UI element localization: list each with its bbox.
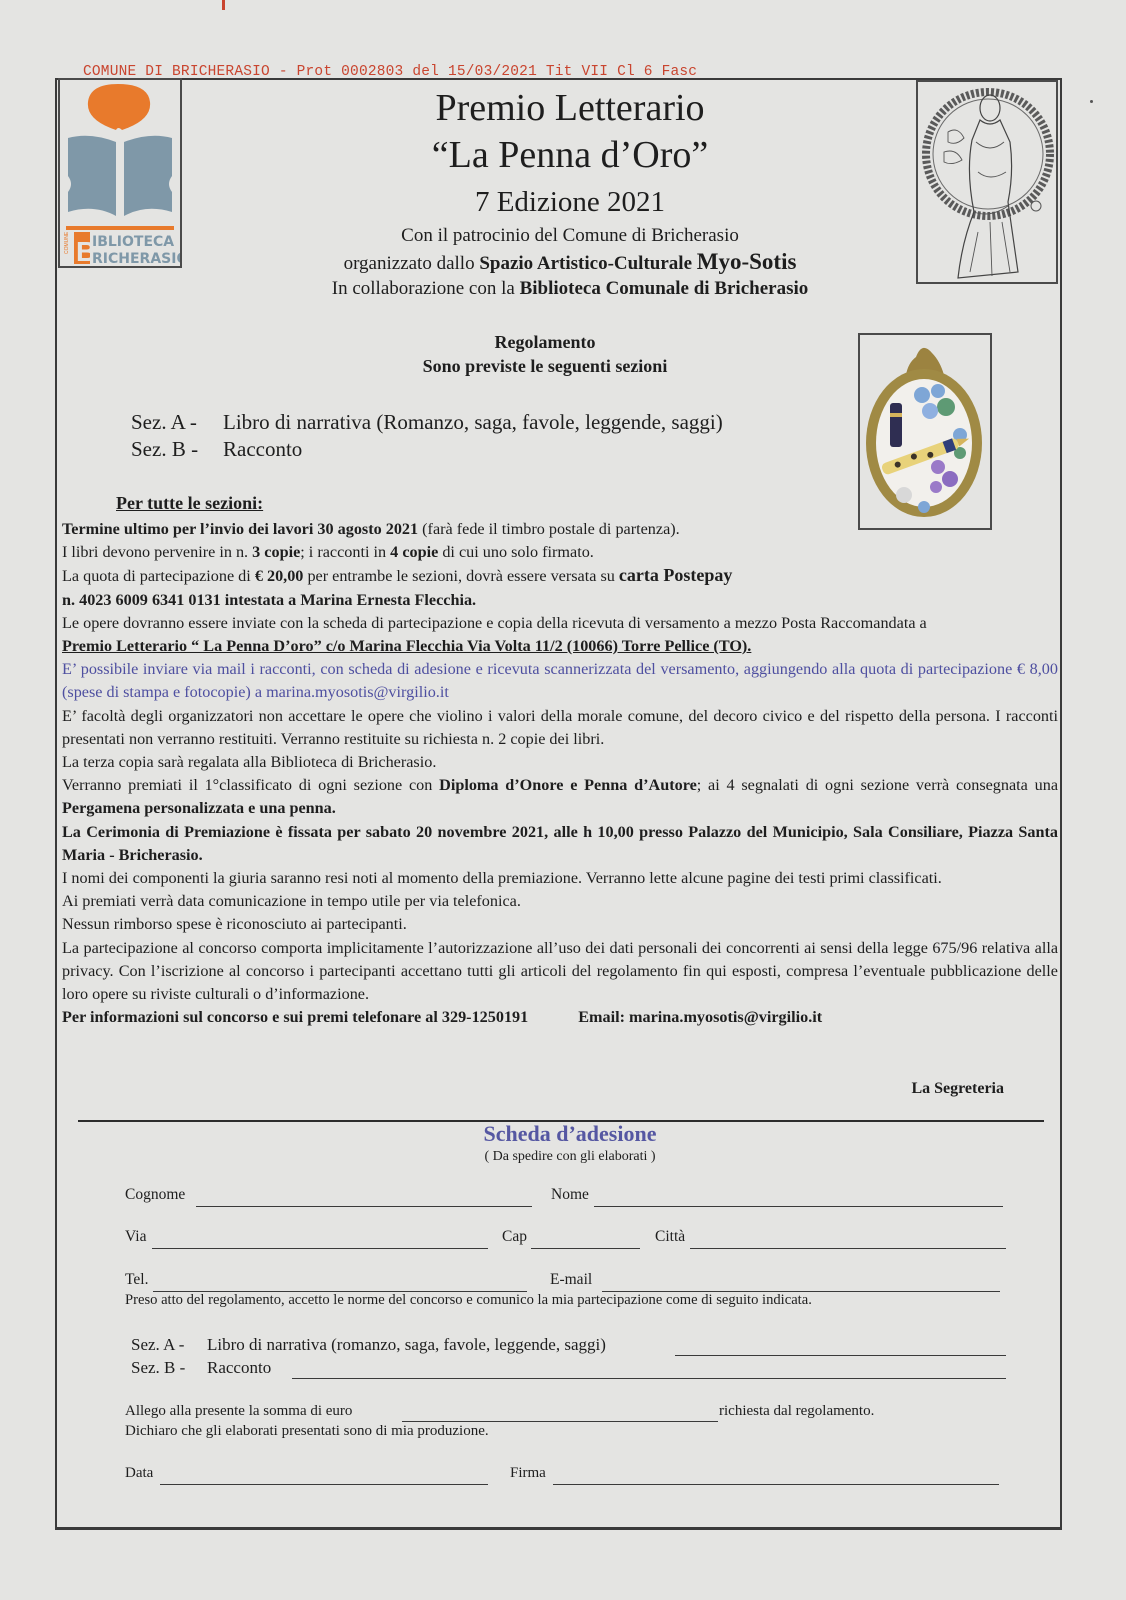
regolamento-title: Regolamento [494,332,596,352]
protocol-stamp: COMUNE DI BRICHERASIO - Prot 0002803 del 15/03/2021 Tit VII Cl 6 Fasc [83,64,698,80]
rule-copies: I libri devono pervenire in n. 3 copie; i racconti in 4 copie di cui uno solo firmato. [62,543,594,562]
section-a: Sez. A - Libro di narrativa (Romanzo, saga, favole, leggende, saggi) [131,410,723,434]
label-via: Via [125,1228,147,1245]
title-line-1: Premio Letterario [435,87,705,129]
svg-text:RICHERASIO: RICHERASIO [92,251,180,266]
amount-field[interactable] [402,1421,718,1422]
rule-send: Le opere dovranno essere inviate con la scheda di partecipazione e copia della ricevuta di versamento a mezzo Posta Raccomandata a [62,613,927,632]
nome-field[interactable] [594,1206,1003,1207]
label-email: E-mail [550,1271,593,1288]
rule-jury: I nomi dei componenti la giuria saranno resi noti al momento della premiazione. Verranno lette alcune pagine dei testi primi classificati. [62,869,942,888]
golden-frame-pen-image [858,333,992,530]
firma-field[interactable] [553,1484,999,1485]
rule-email-submission: E’ possibile inviare via mail i racconti, con scheda di adesione e ricevuta scannerizzata del versamento, aggiungendo alla quota di partecipazione € 8,00 (spese di stampa e fotocopie) a marina.myosotis@virgilio.it [62,660,1058,702]
cap-field[interactable] [531,1248,640,1249]
section-b: Sez. B - Racconto [131,437,303,461]
woman-portrait-icon [918,82,1056,282]
rules-heading: Per tutte le sezioni: [116,493,264,513]
scan-mark [222,0,225,10]
section-b-field[interactable] [292,1378,1006,1379]
rule-organizers: E’ facoltà degli organizzatori non accettare le opere che violino i valori della morale comune, del decoro civico e del rispetto della persona. I racconti presentati non verranno restituiti. Verranno restituite su richiesta n. 2 copie dei libri. [62,706,1058,748]
section-a-field[interactable] [675,1355,1006,1356]
data-field[interactable] [160,1484,488,1485]
rule-address: Premio Letterario “ La Penna D’oro” c/o Marina Flecchia Via Volta 11/2 (10066) Torre Pellice (TO). [62,637,752,656]
rule-deadline: Termine ultimo per l’invio dei lavori 30 agosto 2021 (farà fede il timbro postale di partenza). [62,520,680,538]
rule-postepay: n. 4023 6009 6341 0131 intestata a Marina Ernesta Flecchia. [62,590,477,609]
citta-field[interactable] [690,1248,1006,1249]
label-cognome: Cognome [125,1186,186,1203]
dichiaro-text: Dichiaro che gli elaborati presentati sono di mia produzione. [125,1423,489,1439]
svg-text:B: B [76,236,97,266]
form-section-b: Sez. B - Racconto [131,1358,272,1377]
form-declaration: Preso atto del regolamento, accetto le norme del concorso e comunico la mia partecipazione come di seguito indicata. [125,1292,812,1308]
biblioteca-logo [58,78,182,268]
scan-dot [1090,100,1093,103]
rule-no-refund: Nessun rimborso spese è riconosciuto ai partecipanti. [62,915,407,934]
art-nouveau-portrait [916,80,1058,284]
rules-body [62,518,1058,1029]
rule-fee: La quota di partecipazione di € 20,00 per entrambe le sezioni, dovrà essere versata su carta Postepay [62,565,733,586]
rule-info: Per informazioni sul concorso e sui premi telefonare al 329-1250191 Email: marina.myosotis@virgilio.it [62,1008,823,1027]
rule-prizes: Verranno premiati il 1°classificato di ogni sezione con Diploma d’Onore e Penna d’Autore; ai 4 segnalati di ogni sezione verrà consegnata una Pergamena personalizzata e una penna. [62,776,1059,818]
label-data: Data [125,1465,154,1481]
form-section-a: Sez. A - Libro di narrativa (romanzo, saga, favole, leggende, saggi) [131,1335,606,1354]
label-cap: Cap [502,1228,527,1245]
rule-notification: Ai premiati verrà data comunicazione in tempo utile per via telefonica. [62,892,521,911]
svg-text:IBLIOTECA: IBLIOTECA [92,234,175,250]
cognome-field[interactable] [196,1206,532,1207]
label-tel: Tel. [125,1271,149,1288]
rule-third-copy: La terza copia sarà regalata alla Biblioteca di Bricherasio. [62,753,437,772]
label-nome: Nome [551,1186,589,1203]
regolamento-subtitle: Sono previste le seguenti sezioni [422,356,668,376]
signature: La Segreteria [911,1080,1004,1097]
rule-privacy: La partecipazione al concorso comporta implicitamente l’autorizzazione all’uso dei dati personali dei concorrenti ai sensi della legge 675/96 relativa alla privacy. Con l’iscrizione al concorso i partecipanti accettano tutti gli articoli del regolamento fin qui esposti, compresa l’eventuale pubblicazione delle loro opere su riviste culturali o d’informazione. [62,938,1058,1004]
label-citta: Città [655,1228,686,1245]
title-line-2: “La Penna d’Oro” [431,134,709,176]
via-field[interactable] [152,1248,488,1249]
form-subtitle: ( Da spedire con gli elaborati ) [484,1149,656,1164]
collaboration-line: In collaborazione con la Biblioteca Comunale di Bricherasio [331,278,809,299]
allego-label: Allego alla presente la somma di euro [125,1403,353,1419]
book-reader-icon [60,80,180,266]
edition: 7 Edizione 2021 [474,186,666,218]
organizer-line: organizzato dallo Spazio Artistico-Culturale Myo-Sotis [343,249,797,274]
form-title: Scheda d’adesione [483,1121,657,1146]
svg-text:COMUNE: COMUNE [64,231,70,254]
fountain-pen-icon [860,335,990,528]
label-firma: Firma [510,1465,546,1481]
allego-suffix: richiesta dal regolamento. [719,1403,875,1419]
rule-ceremony: La Cerimonia di Premiazione è fissata per sabato 20 novembre 2021, alle h 10,00 presso Palazzo del Municipio, Sala Consiliare, Piazza Santa Maria - Bricherasio. [62,822,1058,864]
patronage-line: Con il patrocinio del Comune di Bricherasio [401,225,739,246]
